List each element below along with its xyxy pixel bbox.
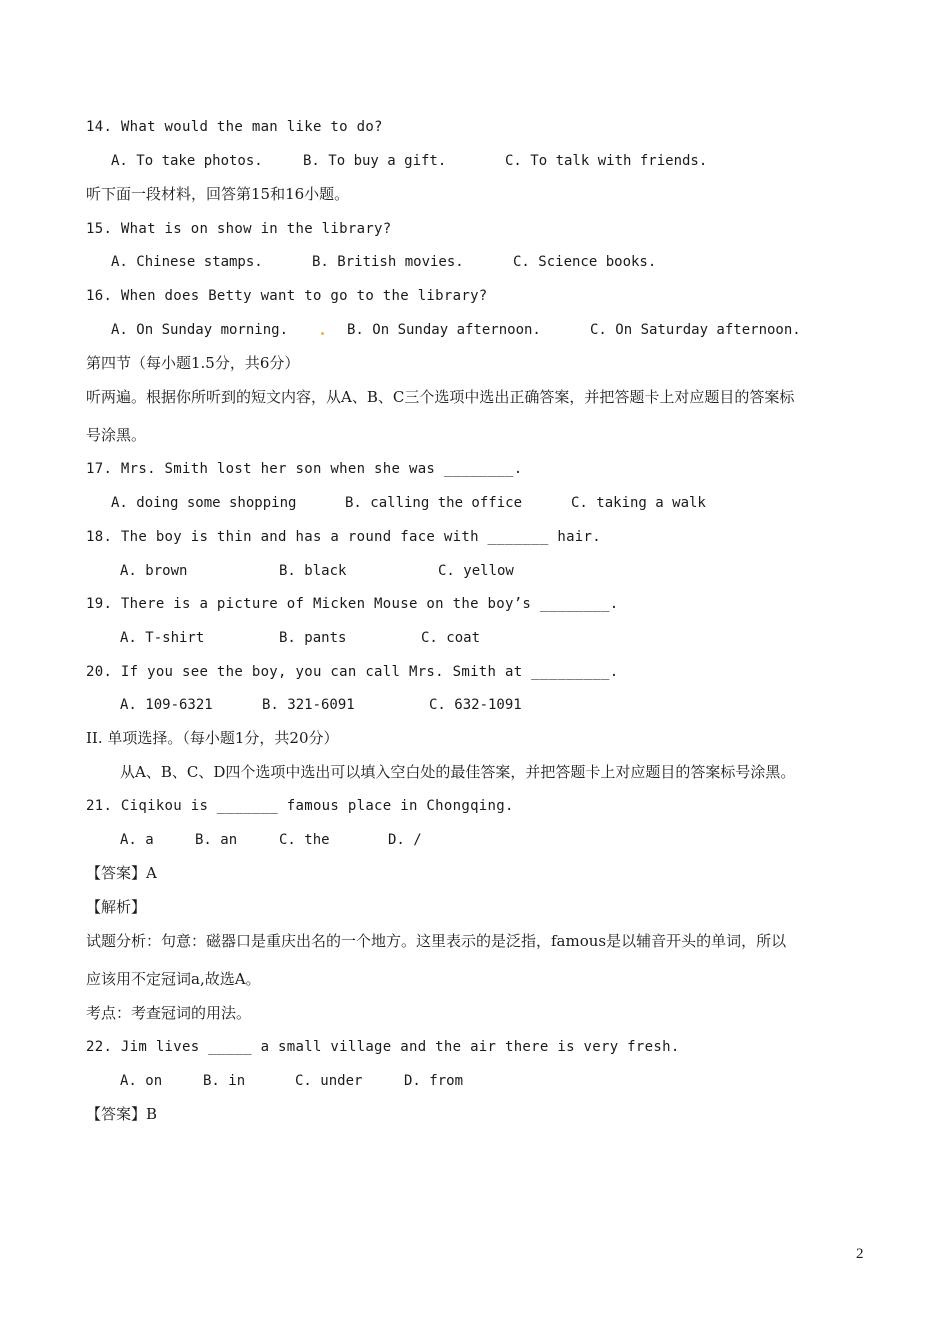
question-21-option-c: C. the [279, 832, 330, 848]
section-4-instructions-line-2: 号涂黑。 [86, 426, 147, 444]
question-18-option-b: B. black [279, 563, 347, 579]
question-21-analysis-label: 【解析】 [86, 898, 147, 916]
question-21-option-a: A. a [120, 832, 154, 848]
question-21-test-point: 考点：考查冠词的用法。 [86, 1004, 252, 1022]
question-22-answer: 【答案】B [86, 1105, 158, 1123]
question-18-option-a: A. brown [120, 563, 188, 579]
stray-mark [321, 332, 324, 335]
question-15-option-a: A. Chinese stamps. [111, 254, 263, 270]
question-16-option-b: B. On Sunday afternoon. [347, 322, 541, 338]
question-22-option-a: A. on [120, 1073, 163, 1089]
question-19-option-b: B. pants [279, 630, 347, 646]
question-21-answer: 【答案】A [86, 864, 157, 882]
question-17-option-b: B. calling the office [345, 495, 523, 511]
question-16-option-a: A. On Sunday morning. [111, 322, 289, 338]
part-2-title: II. 单项选择。（每小题1分，共20分） [86, 729, 339, 747]
question-19-stem: 19. There is a picture of Micken Mouse on the boy’s ________. [86, 596, 619, 612]
question-17-option-a: A. doing some shopping [111, 495, 297, 511]
section-4-instructions-line-1: 听两遍。根据你所听到的短文内容，从A、B、C三个选项中选出正确答案，并把答题卡上对应题目的答案标 [86, 388, 795, 406]
question-21-stem: 21. Ciqikou is _______ famous place in Chongqing. [86, 798, 514, 814]
question-21-option-b: B. an [195, 832, 238, 848]
question-15-option-c: C. Science books. [513, 254, 657, 270]
question-20-stem: 20. If you see the boy, you can call Mrs. Smith at _________. [86, 664, 619, 680]
question-22-option-d: D. from [404, 1073, 464, 1089]
question-17-stem: 17. Mrs. Smith lost her son when she was ________. [86, 461, 523, 477]
question-22-option-b: B. in [203, 1073, 246, 1089]
page-number: 2 [856, 1246, 864, 1262]
question-14-option-c: C. To talk with friends. [505, 153, 708, 169]
question-20-option-b: B. 321-6091 [262, 697, 355, 713]
question-18-option-c: C. yellow [438, 563, 514, 579]
question-20-option-a: A. 109-6321 [120, 697, 213, 713]
question-21-option-d: D. / [388, 832, 422, 848]
intro-15-16: 听下面一段材料，回答第15和16小题。 [86, 185, 350, 203]
question-19-option-c: C. coat [421, 630, 481, 646]
question-16-option-c: C. On Saturday afternoon. [590, 322, 801, 338]
question-20-option-c: C. 632-1091 [429, 697, 522, 713]
question-17-option-c: C. taking a walk [571, 495, 706, 511]
question-22-stem: 22. Jim lives _____ a small village and the air there is very fresh. [86, 1039, 680, 1055]
question-19-option-a: A. T-shirt [120, 630, 205, 646]
question-18-stem: 18. The boy is thin and has a round face with _______ hair. [86, 529, 601, 545]
question-21-analysis-line-2: 应该用不定冠词a,故选A。 [86, 970, 261, 988]
question-14-option-a: A. To take photos. [111, 153, 263, 169]
question-15-stem: 15. What is on show in the library? [86, 221, 392, 237]
question-15-option-b: B. British movies. [312, 254, 464, 270]
question-22-option-c: C. under [295, 1073, 363, 1089]
section-4-title: 第四节（每小题1.5分，共6分） [86, 354, 300, 372]
question-16-stem: 16. When does Betty want to go to the library? [86, 288, 488, 304]
question-21-analysis-line-1: 试题分析：句意：磁器口是重庆出名的一个地方。这里表示的是泛指，famous是以辅音开头的单词，所以 [86, 932, 787, 950]
question-14-option-b: B. To buy a gift. [303, 153, 447, 169]
question-14-stem: 14. What would the man like to do? [86, 119, 383, 135]
part-2-instructions: 从A、B、C、D四个选项中选出可以填入空白处的最佳答案，并把答题卡上对应题目的答案标号涂黑。 [120, 763, 796, 781]
